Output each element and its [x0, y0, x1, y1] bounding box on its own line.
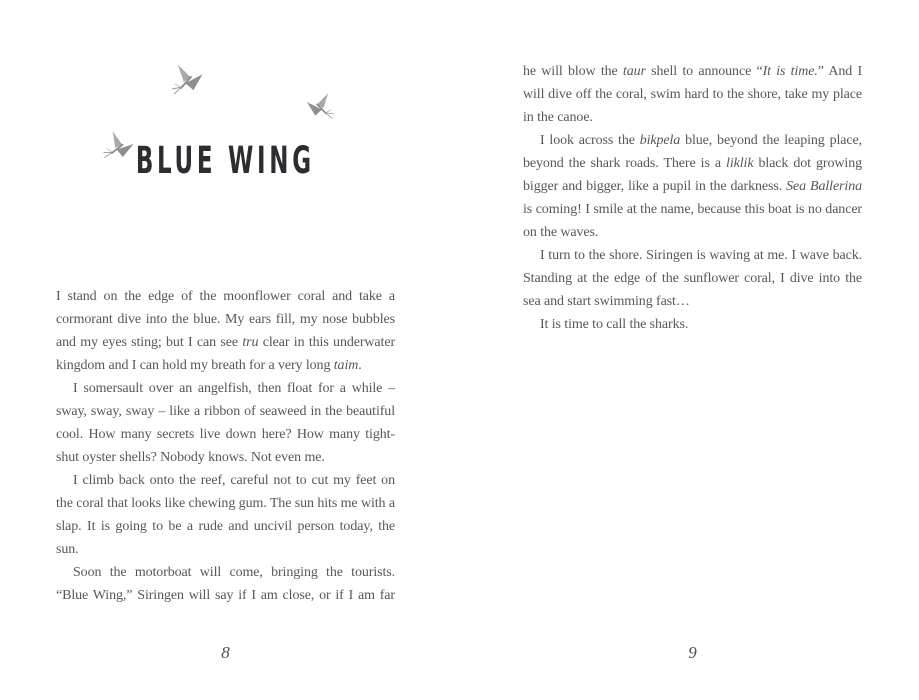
paragraph: he will blow the taur shell to announce “It is time.” And I will dive off the coral, swim hard to the shore, take my place in the canoe.	[523, 64, 863, 125]
paragraph: I turn to the shore. Siringen is waving at me. I wave back. Standing at the edge of the sunflower coral, I dive into the sea and start swimming fast…	[523, 248, 862, 309]
page-number-right: 9	[688, 643, 697, 662]
butterfly-icon	[165, 60, 207, 102]
paragraph: I look across the bikpela blue, beyond the leaping place, beyond the shark roads. There is a liklik black dot growing bigger and bigger, like a pupil in the darkness. Sea Ballerina is coming! I smile at the name, because this boat is no dancer on the waves.	[523, 133, 862, 240]
paragraph: I stand on the edge of the moonflower coral and take a cormorant dive into the blue. My ears fill, my nose bubbles and my eyes sting; but I can see tru clear in this underwater kingdom and I can hold my breath for a very long taim.	[56, 289, 396, 373]
paragraph: I somersault over an angelfish, then float for a while – sway, sway, sway – like a ribbon of seaweed in the beautiful cool. How many secrets live down here? How many tight-shut oyster shells? Nobody knows. Not even me.	[56, 381, 395, 465]
chapter-title: BLUE WING	[136, 139, 315, 182]
paragraph: I climb back onto the reef, careful not to cut my feet on the coral that looks like chewing gum. The sun hits me with a slap. It is going to be a rude and uncivil person today, the sun.	[56, 473, 395, 557]
chapter-title-wrap	[56, 139, 395, 182]
page-number-left: 8	[221, 643, 230, 662]
paragraph: It is time to call the sharks.	[540, 317, 689, 332]
paragraph: Soon the motorboat will come, bringing the tourists. “Blue Wing,” Siringen will say if I am close, or if I am far	[56, 565, 395, 603]
left-page-text	[56, 285, 395, 607]
right-page-text	[523, 60, 862, 336]
butterfly-icon	[304, 90, 339, 125]
